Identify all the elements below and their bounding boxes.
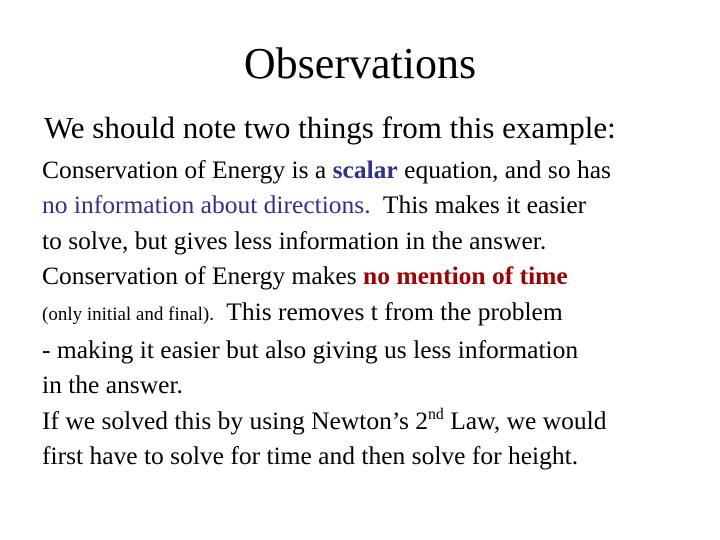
point-1-text: This makes it easier [370, 190, 587, 220]
point-2-text: This removes t from the problem [214, 296, 563, 326]
point-3-line-2: first have to solve for time and then solve for height. [42, 441, 579, 471]
point-2-line-3: - making it easier but also giving us less information [42, 335, 579, 365]
point-scalar-equation [42, 152, 682, 258]
point-2-line-4: in the answer. [42, 370, 183, 400]
point-3-text: Law, we would [443, 405, 607, 435]
point-no-time [42, 258, 682, 403]
scalar-emphasis: scalar [332, 155, 398, 184]
point-1-line-3: to solve, but gives less information in the answer. [42, 225, 547, 255]
slide-title: Observations [243, 39, 477, 88]
point-1-text: equation, and so has [397, 155, 611, 184]
point-1-text: Conservation of Energy is a [42, 155, 333, 184]
point-1-line-1 [42, 152, 682, 187]
slide-body [42, 152, 682, 474]
initial-final-note: (only initial and final). [42, 303, 215, 325]
point-3-line-1 [42, 403, 682, 438]
no-time-emphasis: no mention of time [363, 261, 568, 291]
point-2-line-2 [42, 294, 682, 332]
point-3-text: If we solved this by using Newton’s 2 [42, 405, 429, 435]
point-1-line-2 [42, 187, 682, 222]
ordinal-superscript: nd [428, 406, 444, 424]
slide-subtitle: We should note two things from this example: [44, 110, 616, 145]
point-2-line-1 [42, 258, 682, 293]
point-newtons-law [42, 403, 682, 474]
no-directions-emphasis: no information about directions. [42, 190, 371, 220]
point-2-text: Conservation of Energy makes [42, 261, 364, 291]
